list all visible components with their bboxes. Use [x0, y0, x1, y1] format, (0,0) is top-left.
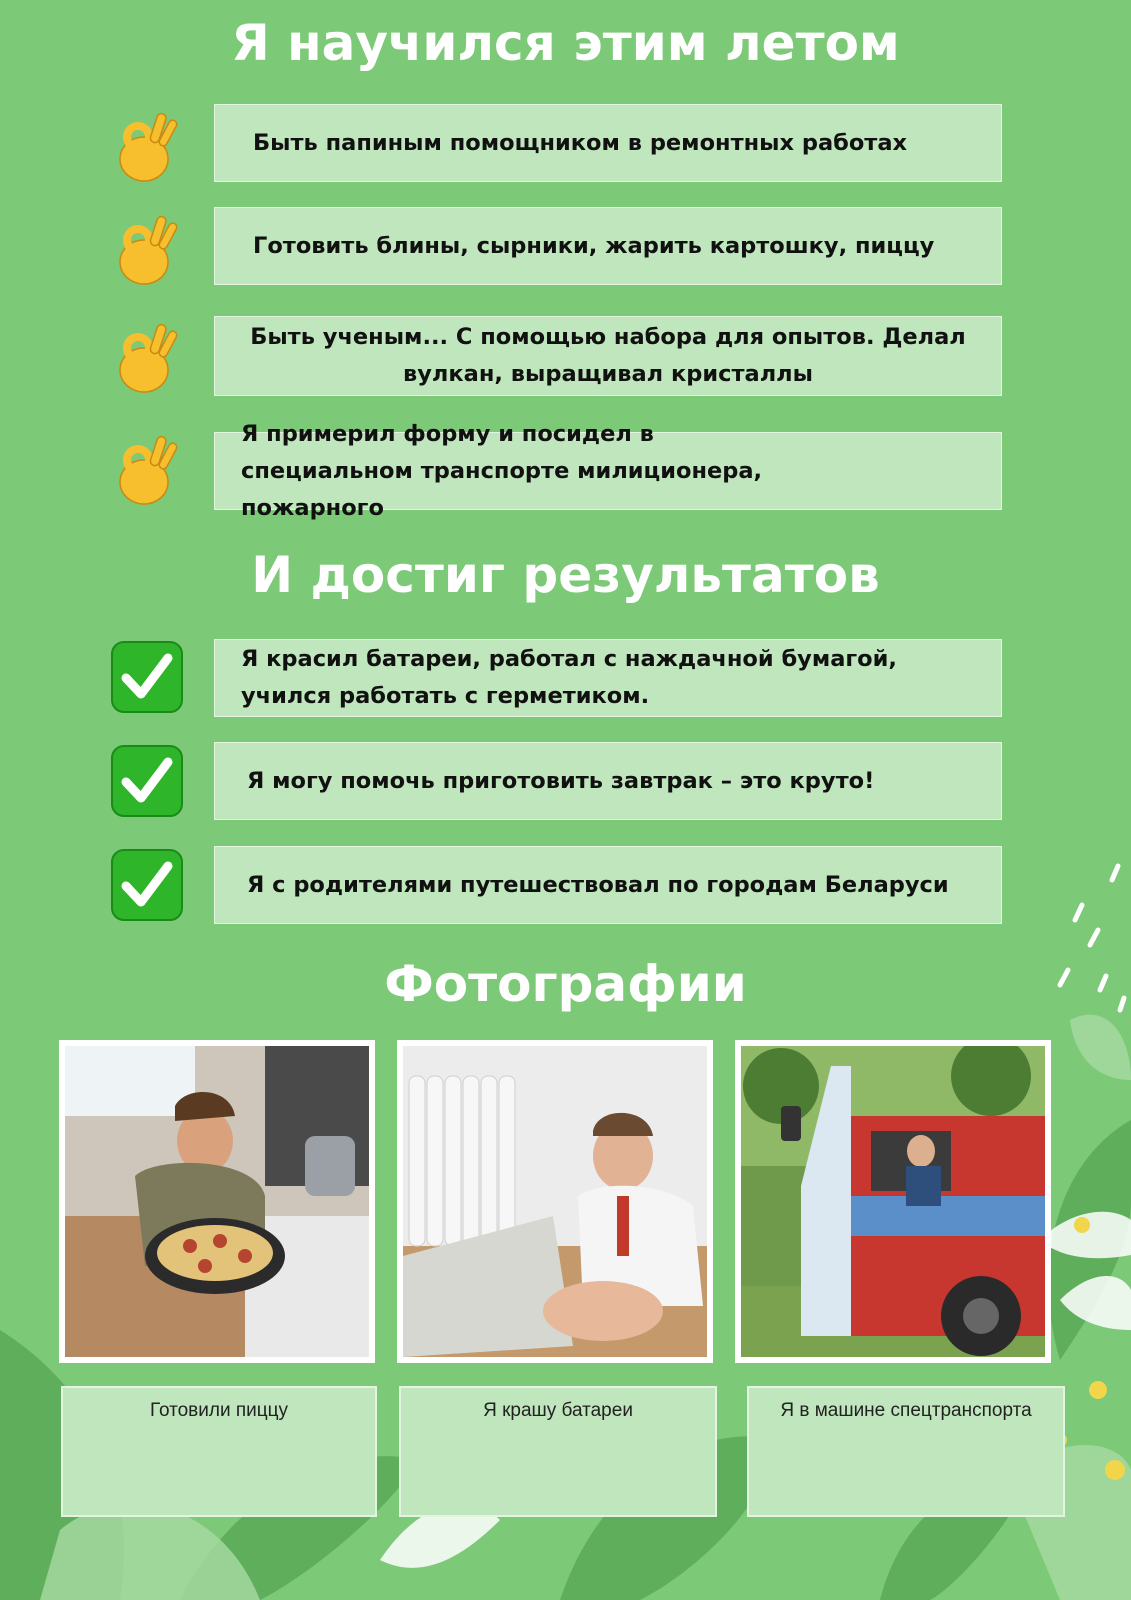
caption-radiator: Я крашу батареи: [483, 1400, 633, 1421]
ok-hand-icon: [114, 430, 178, 508]
check-mark-icon: [110, 848, 184, 922]
caption-box-pizza: [61, 1386, 377, 1517]
heading-results: И достиг результатов: [251, 546, 880, 604]
photo-pizza: [59, 1040, 375, 1363]
learned-item-text: Я примерил форму и посидел в специальном транспорте милиционера, пожарного: [241, 420, 763, 521]
learned-item: [214, 104, 1002, 182]
caption-truck: Я в машине спецтранспорта: [780, 1400, 1032, 1421]
ok-hand-icon: [114, 210, 178, 288]
caption-pizza: Готовили пиццу: [149, 1400, 289, 1421]
learned-item: [214, 207, 1002, 285]
results-item: [214, 742, 1002, 820]
learned-item: [214, 420, 1002, 521]
caption-box-radiator: [399, 1386, 717, 1517]
ok-hand-icon: [114, 318, 178, 396]
learned-item: [214, 316, 1002, 396]
photo-truck: [735, 1040, 1051, 1363]
photo-truck-image: [741, 1046, 1045, 1357]
caption-box-truck: [747, 1386, 1065, 1517]
photo-pizza-image: [65, 1046, 369, 1357]
results-item: [214, 639, 1002, 717]
learned-item-text: Быть папиным помощником в ремонтных работах: [253, 129, 908, 156]
ok-hand-icon: [114, 107, 178, 185]
learned-item-text: Готовить блины, сырники, жарить картошку, пиццу: [253, 232, 935, 259]
results-item-text: Я могу помочь приготовить завтрак – это круто!: [247, 767, 875, 794]
heading-photos: Фотографии: [384, 955, 747, 1013]
results-item: [214, 846, 1002, 924]
heading-learned: Я научился этим летом: [231, 14, 900, 72]
photo-radiator-image: [403, 1046, 707, 1357]
check-mark-icon: [110, 640, 184, 714]
check-mark-icon: [110, 744, 184, 818]
photo-radiator: [397, 1040, 713, 1363]
results-item-text: Я красил батареи, работал с наждачной бумагой, учился работать с герметиком.: [241, 646, 897, 709]
results-item-text: Я с родителями путешествовал по городам Беларуси: [247, 871, 949, 898]
learned-item-text: Быть ученым... С помощью набора для опытов. Делал вулкан, выращивал кристаллы: [250, 324, 966, 387]
